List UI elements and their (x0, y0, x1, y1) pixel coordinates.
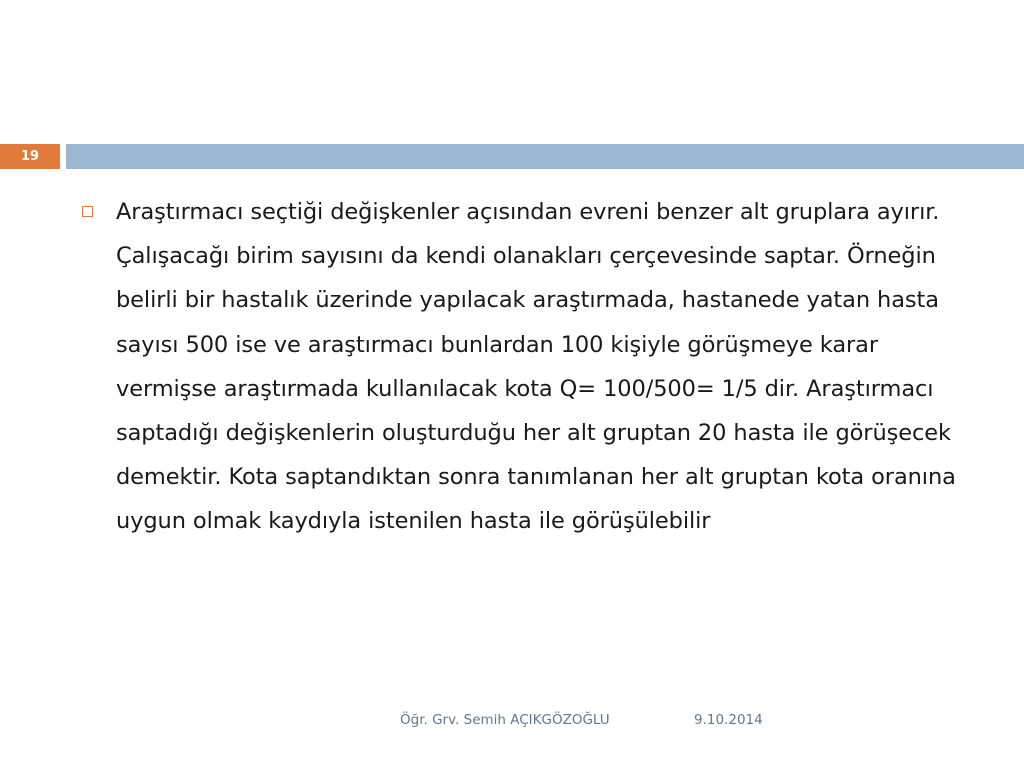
bullet-item (82, 190, 982, 544)
slide-number: 19 (20, 149, 40, 164)
slide-content (82, 190, 982, 544)
header-bar (66, 144, 1024, 169)
hollow-square-bullet-icon (82, 206, 93, 217)
bullet-text: Araştırmacı seçtiği değişkenler açısından evreni benzer alt gruplara ayırır. Çalışacağı birim sayısını da kendi olanakları çerçevesinde saptar. Örneğin belirli bir hastalık üzerinde yapılacak araştırmada, hastanede yatan hasta sayısı 500 ise ve araştırmacı bunlardan 100 kişiyle görüşmeye karar vermişse araştırmada kullanılacak kota Q= 100/500= 1/5 dir. Araştırmacı saptadığı değişkenlerin oluşturduğu her alt gruptan 20 hasta ile görüşecek demektir. Kota saptandıktan sonra tanımlanan her alt gruptan kota oranına uygun olmak kaydıyla istenilen hasta ile görüşülebilir (116, 199, 956, 535)
footer-author: Öğr. Grv. Semih AÇIKGÖZOĞLU (400, 712, 610, 728)
slide-number-badge (0, 144, 60, 169)
footer (0, 708, 1024, 732)
footer-date: 9.10.2014 (694, 712, 763, 728)
